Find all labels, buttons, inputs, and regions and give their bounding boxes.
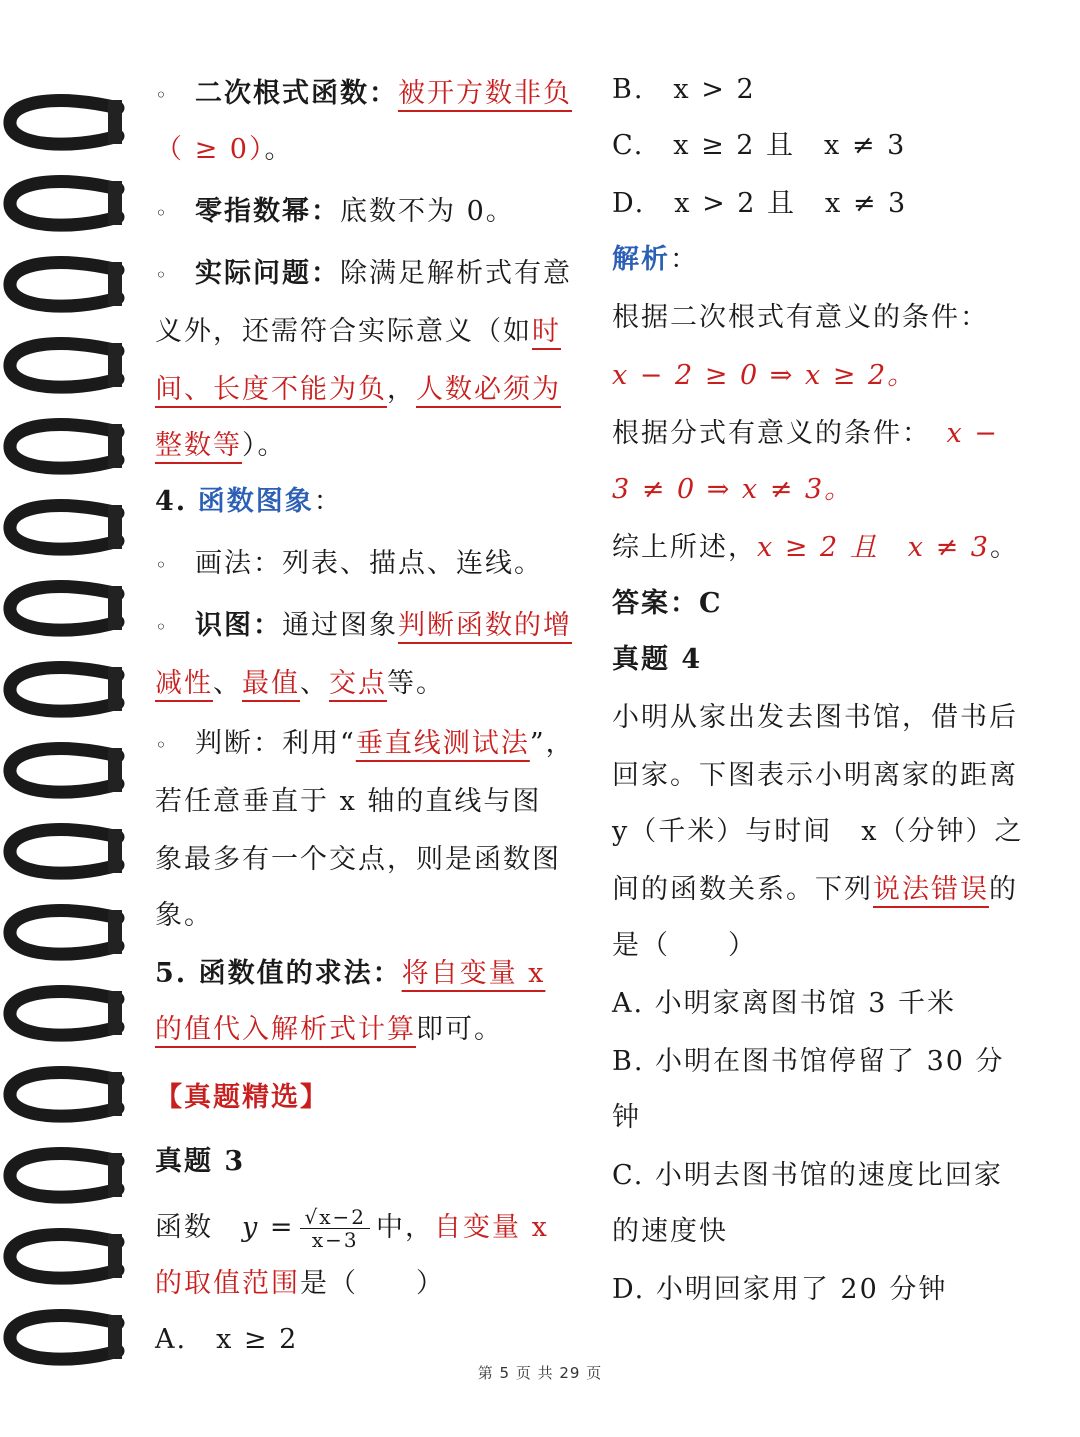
option-b: B. x > 2 [612, 74, 756, 105]
spiral-coil [10, 506, 118, 550]
text-line [155, 312, 561, 352]
option-d: D. 小明回家用了 20 分钟 [612, 1274, 948, 1305]
text: ： [670, 244, 699, 275]
text: 除满足解析式有意 [340, 258, 572, 289]
option-d: D. x > 2 且 x ≠ 3 [612, 188, 908, 219]
coil-hole [108, 181, 122, 225]
text: 、 [213, 668, 242, 699]
question-3-title: 真题 3 [155, 1146, 246, 1177]
coil-hole [108, 586, 122, 630]
option-a: A. 小明家离图书馆 3 千米 [612, 988, 957, 1019]
highlight: 的值代入解析式计算 [155, 1014, 416, 1045]
spiral-coil [10, 1235, 118, 1279]
text: 通过图象 [282, 610, 398, 641]
text-line: y（千米）与时间 x（分钟）之 [612, 816, 1024, 847]
text-line: 的速度快 [612, 1216, 728, 1247]
bullet-zero-exponent: ◦ 零指数幂：底数不为 0。 [155, 196, 515, 227]
text: 间的函数关系。下列 [612, 874, 873, 905]
text: 是（ ） [300, 1268, 445, 1299]
selected-questions-title: 【真题精选】 [155, 1082, 329, 1113]
text-line [155, 1010, 503, 1050]
math-line: 3 ≠ 0 ⇒ x ≠ 3。 [612, 474, 854, 505]
text-line [155, 426, 287, 466]
text-line [155, 370, 561, 410]
text-line [612, 528, 1019, 568]
highlight: 被开方数非负 [398, 78, 572, 109]
coil-hole [108, 1153, 122, 1197]
highlight: 将自变量 x [401, 958, 546, 989]
text-line: 象。 [155, 900, 213, 931]
spiral-coil [10, 749, 118, 793]
highlight: 自变量 x [433, 1212, 549, 1243]
section-5-heading [155, 954, 545, 994]
text: 。 [264, 134, 294, 165]
bullet-reading: ◦ 识图：通过图象判断函数的增 [155, 610, 572, 641]
coil-hole [108, 748, 122, 792]
coil-hole [108, 262, 122, 306]
highlight: 最值 [242, 668, 300, 699]
question-4-title: 真题 4 [612, 644, 703, 675]
text: ”， [529, 728, 575, 759]
denominator: x−3 [311, 1228, 359, 1252]
text: 列表、描点、连线。 [282, 548, 543, 579]
coil-hole [108, 829, 122, 873]
math-line: x − 2 ≥ 0 ⇒ x ≥ 2。 [612, 360, 917, 391]
text-line: 象最多有一个交点，则是函数图 [155, 844, 561, 875]
section-number: 4. [155, 486, 188, 517]
spiral-coil [10, 425, 118, 469]
text-line [612, 414, 999, 454]
bullet-cont [155, 130, 293, 170]
highlight: 人数必须为 [416, 374, 561, 405]
spiral-coil [10, 587, 118, 631]
label: 二次根式函数： [195, 78, 398, 109]
spiral-coil [10, 101, 118, 145]
text-line: 根据二次根式有意义的条件： [612, 302, 989, 333]
page-footer: 第 5 页 共 29 页 [477, 1364, 603, 1382]
text: ）。 [242, 430, 287, 461]
text: 利用“ [282, 728, 356, 759]
label: 零指数幂： [195, 196, 340, 227]
text: 义外，还需符合实际意义（如 [155, 316, 532, 347]
highlight: 的取值范围 [155, 1268, 300, 1299]
coil-hole [108, 100, 122, 144]
text: 等。 [387, 668, 445, 699]
coil-hole [108, 424, 122, 468]
answer: 答案：C [612, 588, 723, 619]
highlight: 垂直线测试法 [355, 728, 530, 759]
label: 实际问题： [195, 258, 340, 289]
option-c: C. x ≥ 2 且 x ≠ 3 [612, 130, 907, 161]
text: 函数 [155, 1212, 213, 1243]
highlight: 长度不能为负 [213, 374, 387, 405]
highlight: 交点 [329, 668, 387, 699]
heading: 解析 [612, 244, 670, 275]
text-line: 回家。下图表示小明离家的距离 [612, 760, 1018, 791]
text: 的 [989, 874, 1018, 905]
spiral-coil [10, 668, 118, 712]
coil-hole [108, 910, 122, 954]
text-line [155, 1264, 445, 1304]
spiral-coil [10, 1154, 118, 1198]
section-4-heading [155, 482, 343, 522]
option-c: C. 小明去图书馆的速度比回家 [612, 1160, 1003, 1191]
bullet-judge: ◦ 判断：利用“垂直线测试法”， [155, 728, 575, 759]
text: 、 [300, 668, 329, 699]
text: 根据分式有意义的条件： [612, 418, 918, 449]
analysis-heading [612, 240, 699, 280]
coil-hole [108, 1072, 122, 1116]
highlight: 间、 [155, 374, 213, 405]
spiral-coil [10, 1073, 118, 1117]
spiral-coil [10, 344, 118, 388]
text: 底数不为 0。 [340, 196, 515, 227]
highlight: 判断函数的增 [398, 610, 572, 641]
spiral-coil [10, 182, 118, 226]
option-a: A. x ≥ 2 [155, 1324, 299, 1355]
bullet-drawing: ◦ 画法：列表、描点、连线。 [155, 548, 543, 579]
coil-hole [108, 505, 122, 549]
coil-hole [108, 991, 122, 1035]
spiral-binding [0, 40, 135, 1400]
label: 判断： [195, 728, 282, 759]
math: y = [242, 1212, 295, 1243]
coil-hole [108, 343, 122, 387]
text-line: 若任意垂直于 x 轴的直线与图 [155, 786, 542, 817]
highlight: 减性 [155, 668, 213, 699]
text-line: 钟 [612, 1102, 641, 1133]
section-title: 5. 函数值的求法： [155, 958, 402, 989]
section-title: 函数图象 [197, 486, 314, 517]
highlight: x − [946, 418, 999, 449]
text-line: 小明从家出发去图书馆，借书后 [612, 702, 1018, 733]
text: ， [387, 374, 416, 405]
text: ： [313, 486, 343, 517]
bullet-practical: ◦ 实际问题：除满足解析式有意 [155, 258, 572, 289]
numerator: √x−2 [300, 1206, 370, 1229]
text: 中， [375, 1212, 434, 1243]
spiral-coil [10, 1316, 118, 1360]
spiral-coil [10, 992, 118, 1036]
coil-hole [108, 667, 122, 711]
highlight: 时 [532, 316, 561, 347]
spiral-coil [10, 911, 118, 955]
highlight: （ ≥ 0） [155, 134, 265, 165]
highlight: 整数等 [155, 430, 242, 461]
spiral-coil [10, 830, 118, 874]
text: 即可。 [416, 1014, 503, 1045]
text-line: 是（ ） [612, 930, 757, 961]
text: 综上所述， [612, 532, 757, 563]
text-line [155, 664, 445, 704]
label: 识图： [195, 610, 282, 641]
coil-hole [108, 1234, 122, 1278]
coil-hole [108, 1315, 122, 1359]
bullet-quadratic-radical: ◦ 二次根式函数：被开方数非负 [155, 78, 572, 109]
question-3-stem [155, 1206, 549, 1251]
text: 。 [989, 532, 1019, 563]
highlight: 说法错误 [873, 874, 989, 905]
fraction [300, 1206, 370, 1251]
text-line [612, 870, 1018, 910]
spiral-coil [10, 263, 118, 307]
label: 画法： [195, 548, 282, 579]
highlight: x ≥ 2 且 x ≠ 3 [757, 532, 990, 563]
option-b: B. 小明在图书馆停留了 30 分 [612, 1046, 1005, 1077]
